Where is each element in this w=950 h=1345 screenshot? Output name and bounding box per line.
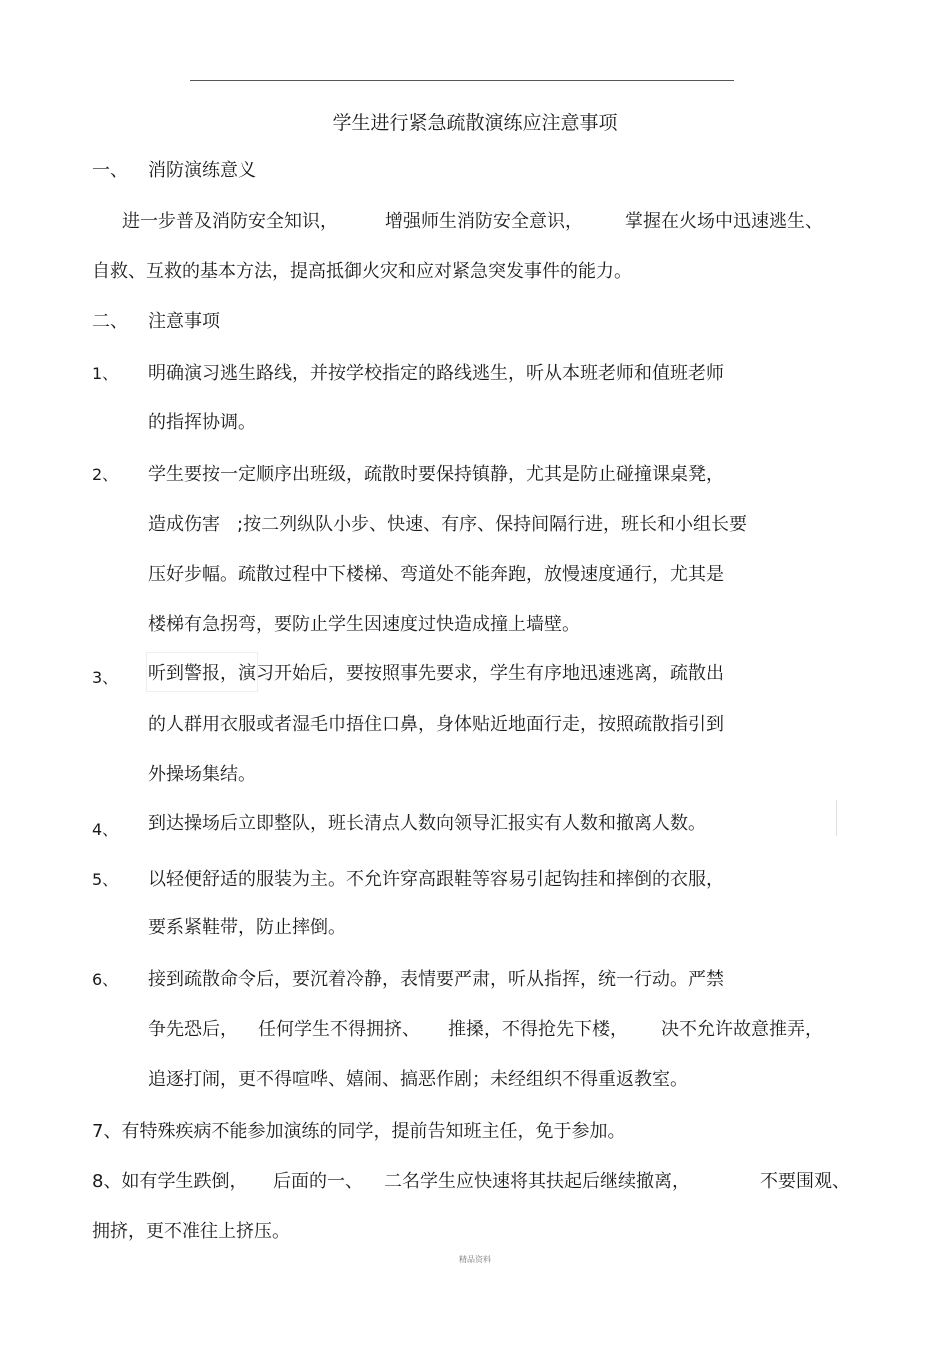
item8-part-b: 后面的一、 (273, 1171, 363, 1192)
item-number: 2、 (92, 465, 119, 484)
item2-line2-part-a: 造成伤害 (148, 514, 220, 535)
item4-line1: 到达操场后立即整队，班长清点人数向领导汇报实有人数和撤离人数。 (148, 813, 706, 834)
section1-paragraph-line2: 自救、互救的基本方法，提高抵御火灾和应对紧急突发事件的能力。 (92, 261, 632, 282)
item3-line3: 外操场集结。 (148, 764, 256, 785)
item3-line2: 的人群用衣服或者湿毛巾捂住口鼻，身体贴近地面行走，按照疏散指引到 (148, 714, 724, 735)
section1-paragraph-part-a: 进一步普及消防安全知识， (122, 211, 338, 232)
page-footer: 精品资料 (459, 1255, 491, 1264)
section1-paragraph-part-b: 增强师生消防安全意识， (385, 211, 583, 232)
item-number: 5、 (92, 870, 119, 889)
item6-line3: 追逐打闹，更不得喧哗、嬉闹、搞恶作剧；未经组织不得重返教室。 (148, 1069, 688, 1090)
item8-part-c: 二名学生应快速将其扶起后继续撤离， (384, 1171, 690, 1192)
item6-line2-part-d: 决不允许故意推弄， (661, 1019, 823, 1040)
item2-line4: 楼梯有急拐弯，要防止学生因速度过快造成撞上墙壁。 (148, 614, 580, 635)
item-number: 3、 (92, 668, 119, 687)
item2-line3: 压好步幅。疏散过程中下楼梯、弯道处不能奔跑，放慢速度通行，尤其是 (148, 564, 724, 585)
item2-line2-part-b: ;按二列纵队小步、快速、有序、保持间隔行进，班长和小组长要 (237, 514, 748, 535)
section1-paragraph-part-c: 掌握在火场中迅速逃生、 (625, 211, 823, 232)
item3-line1: 听到警报，演习开始后，要按照事先要求，学生有序地迅速逃离，疏散出 (148, 663, 724, 684)
item6-line2-part-b: 任何学生不得拥挤、 (258, 1019, 420, 1040)
item6-line1: 接到疏散命令后，要沉着冷静，表情要严肃，听从指挥，统一行动。严禁 (148, 969, 724, 990)
item8-part-a: 8、如有学生跌倒， (92, 1171, 248, 1192)
item-number: 6、 (92, 970, 119, 989)
item-number: 1、 (92, 364, 119, 383)
item5-line1: 以轻便舒适的服装为主。不允许穿高跟鞋等容易引起钩挂和摔倒的衣服， (148, 869, 724, 890)
section1-heading: 消防演练意义 (148, 160, 256, 181)
section1-marker: 一、 (92, 160, 128, 181)
section2-marker: 二、 (92, 311, 128, 332)
item6-line2-part-a: 争先恐后， (148, 1019, 238, 1040)
scan-artifact-line (836, 800, 837, 836)
item1-line2: 的指挥协调。 (148, 412, 256, 433)
item2-line1: 学生要按一定顺序出班级，疏散时要保持镇静，尤其是防止碰撞课桌凳， (148, 464, 724, 485)
section2-heading: 注意事项 (148, 311, 220, 332)
item-number: 4、 (92, 820, 119, 839)
item6-line2-part-c: 推搡，不得抢先下楼， (448, 1019, 628, 1040)
item1-line1: 明确演习逃生路线，并按学校指定的路线逃生，听从本班老师和值班老师 (148, 363, 724, 384)
top-rule (190, 80, 734, 81)
item8-part-d: 不要围观、 (760, 1171, 850, 1192)
document-title: 学生进行紧急疏散演练应注意事项 (332, 112, 618, 134)
item8-line2: 拥挤，更不准往上挤压。 (92, 1221, 290, 1242)
item5-line2: 要系紧鞋带，防止摔倒。 (148, 917, 346, 938)
item7-text: 7、有特殊疾病不能参加演练的同学，提前告知班主任，免于参加。 (92, 1121, 626, 1142)
